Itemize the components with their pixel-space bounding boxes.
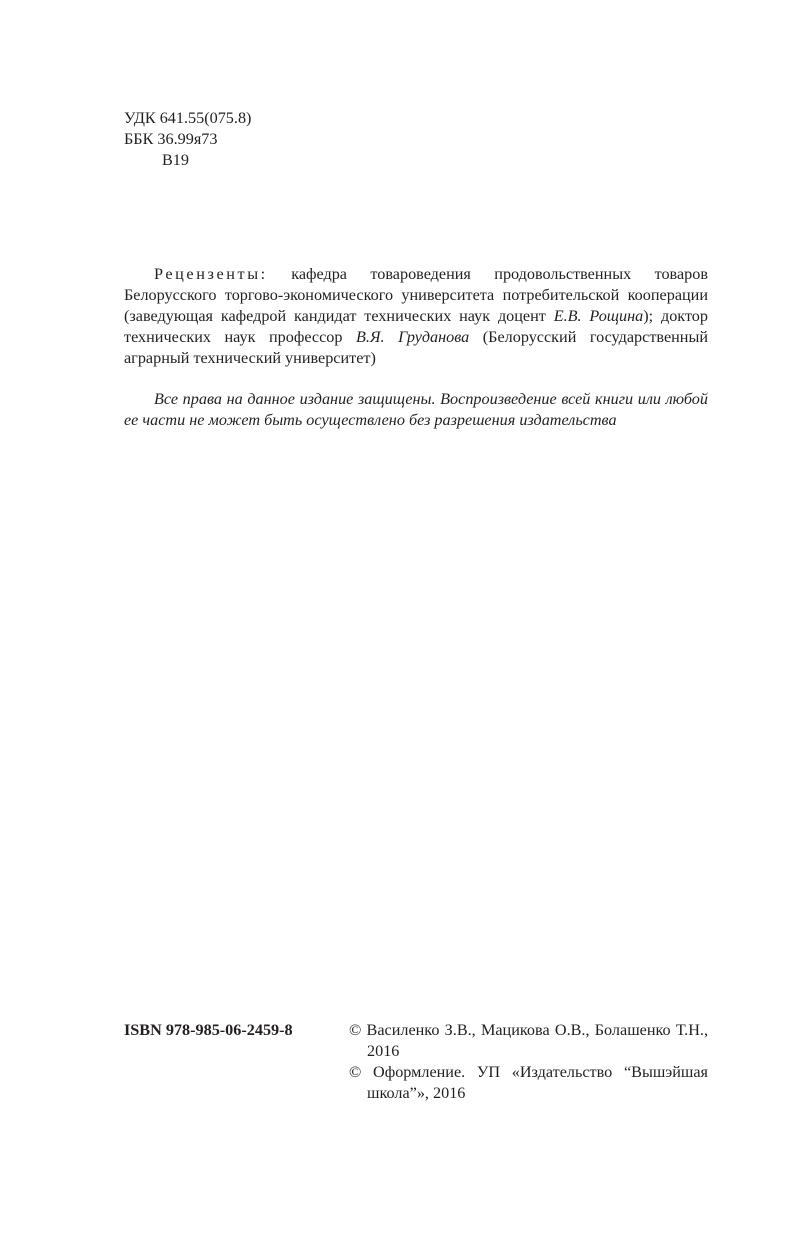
rights-notice: Все права на данное издание защищены. Воспроизведение всей книги или любой ее части не может быть осуществлено без разрешения издательства (124, 390, 708, 429)
copyright-design: © Оформление. УП «Издательство “Вышэйшая школа”», 2016 (349, 1063, 708, 1102)
reviewers-paragraph (124, 264, 708, 369)
isbn: ISBN 978-985-06-2459-8 (124, 1021, 293, 1039)
author-mark: В19 (162, 151, 189, 169)
classification-codes (124, 108, 251, 171)
udk-code: УДК 641.55(075.8) (124, 109, 252, 127)
copyright-block (349, 1020, 708, 1104)
reviewers-text-1: кафедра товароведения продовольственных товаров Белорусского торгово-экономического университета потребительской кооперации (заведующая кафедрой кандидат технических наук доцент (124, 265, 708, 325)
reviewer-name-2: В.Я. Груданова (355, 328, 470, 346)
reviewers-text-2: ); доктор технических наук профессор (124, 307, 708, 346)
copyright-authors: © Василенко З.В., Мацикова О.В., Болашенко Т.Н., 2016 (349, 1021, 708, 1060)
reviewer-name-1: Е.В. Рощина (553, 307, 644, 325)
bbk-code: ББК 36.99я73 (124, 130, 218, 148)
reviewers-label: Рецензенты: (154, 265, 268, 283)
reviewers-text-3: (Белорусский государственный аграрный технический университет) (124, 328, 709, 367)
